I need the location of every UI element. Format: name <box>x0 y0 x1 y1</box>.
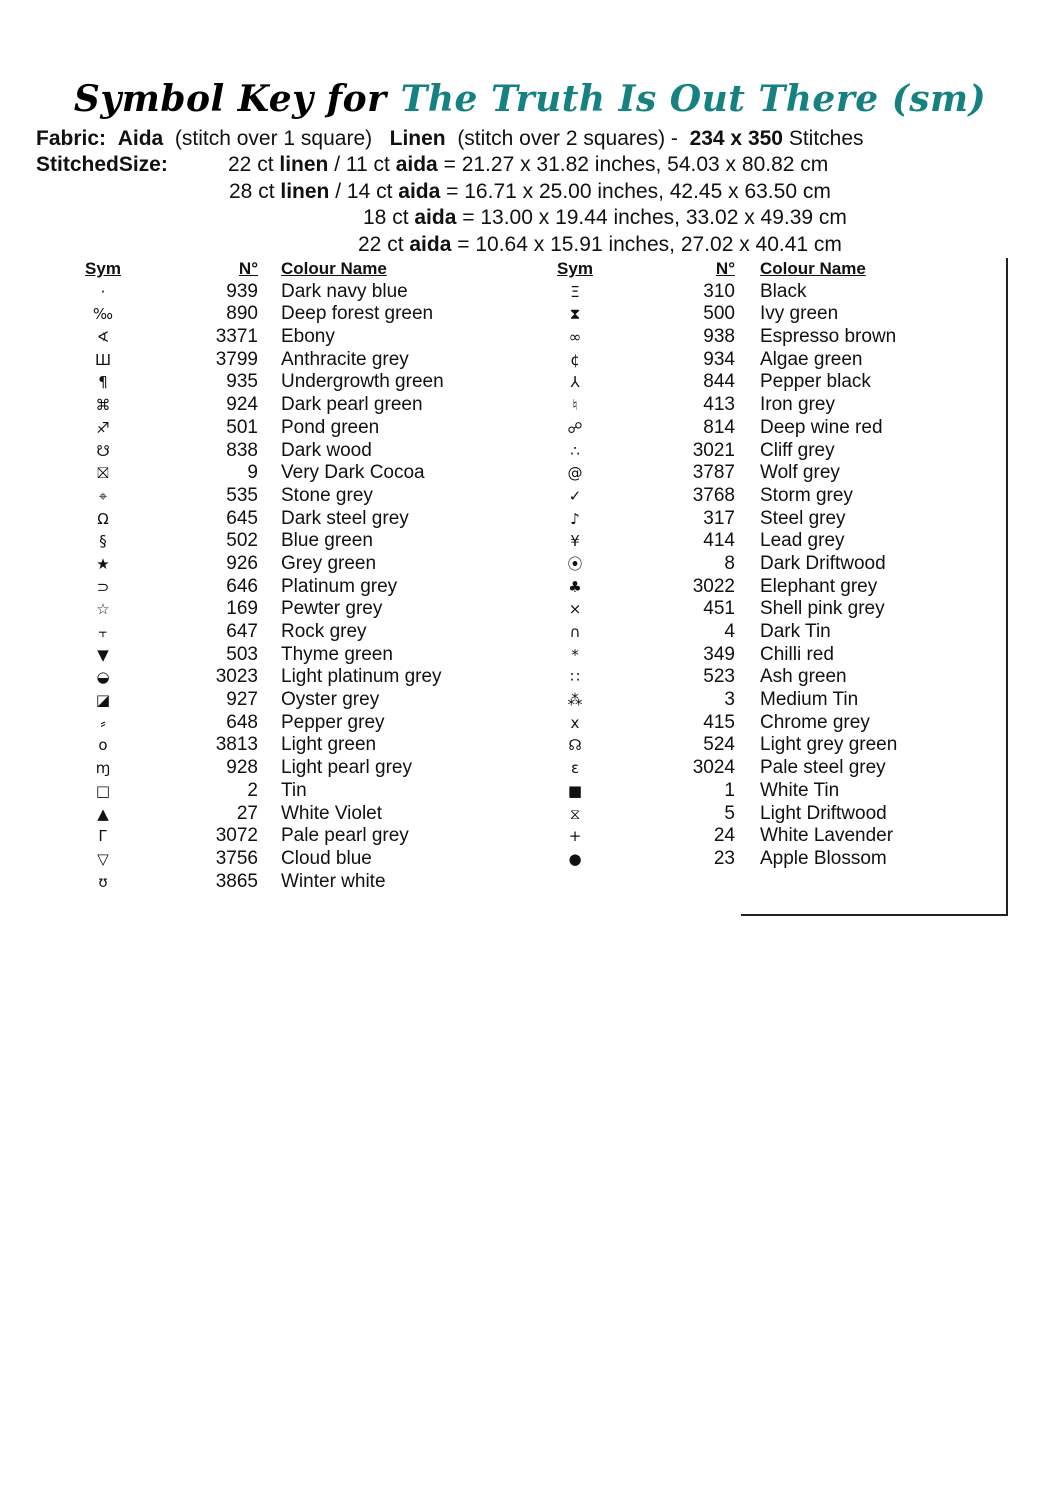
symbol-icon: ⧖ <box>569 804 581 823</box>
colour-name: Platinum grey <box>281 575 398 597</box>
colour-name: Light Driftwood <box>760 802 887 824</box>
header-sym: Sym <box>557 259 593 278</box>
size-aida: aida <box>398 180 441 203</box>
colour-name: Thyme green <box>281 643 393 665</box>
colour-name: Light grey green <box>760 734 898 756</box>
colour-name: Light platinum grey <box>281 666 442 688</box>
size-dims: = 21.27 x 31.82 inches, 54.03 x 80.82 cm <box>443 153 829 176</box>
colour-name: Dark Tin <box>760 621 831 642</box>
fabric-label: Fabric: <box>36 127 107 150</box>
stitch-count: 234 x 350 <box>689 127 783 150</box>
colour-name: Medium Tin <box>760 689 859 711</box>
floss-number: 838 <box>226 439 258 461</box>
colour-name: Chrome grey <box>760 711 870 733</box>
floss-number: 3072 <box>215 825 258 847</box>
symbol-icon: · <box>100 282 106 301</box>
header-name: Colour Name <box>281 259 387 278</box>
symbol-icon: ♮ <box>572 396 578 415</box>
floss-number: 8 <box>724 552 735 574</box>
symbol-icon: ⌘ <box>95 396 111 415</box>
floss-number: 24 <box>713 825 735 847</box>
colour-name: Pale steel grey <box>760 757 886 779</box>
symbol-icon: ∷ <box>570 668 580 687</box>
colour-name: Dark Driftwood <box>760 552 886 574</box>
floss-number: 926 <box>226 552 258 574</box>
floss-number: 924 <box>226 394 258 416</box>
colour-name: Cloud blue <box>281 847 372 869</box>
colour-name: Pepper black <box>760 371 871 393</box>
floss-number: 3024 <box>692 757 735 779</box>
floss-number: 3023 <box>215 666 258 688</box>
symbol-icon: ⁂ <box>567 691 583 710</box>
colour-name: Light pearl grey <box>281 757 412 779</box>
colour-name: Dark navy blue <box>281 280 408 302</box>
colour-name: Deep forest green <box>281 303 434 325</box>
symbol-icon: § <box>99 532 107 551</box>
floss-number: 502 <box>226 530 258 552</box>
colour-name: Pond green <box>281 416 380 438</box>
stitched-size-line-4 <box>358 232 842 258</box>
symbol-icon: o <box>98 736 108 755</box>
colour-name: Black <box>760 280 807 302</box>
header-num: N° <box>715 259 735 278</box>
symbol-icon: ⧗ <box>569 305 581 324</box>
symbol-icon: Г <box>98 827 108 846</box>
floss-number: 169 <box>226 598 258 620</box>
floss-number: 3799 <box>215 348 258 370</box>
size-pre: 22 ct <box>228 153 274 176</box>
colour-name: Espresso brown <box>760 326 897 348</box>
title-prefix: Symbol Key for <box>73 78 387 120</box>
floss-number: 413 <box>703 394 735 416</box>
colour-name: Stone grey <box>281 484 373 506</box>
colour-name: Dark steel grey <box>281 507 409 529</box>
symbol-icon: Ш <box>94 350 112 369</box>
size-pre: 22 ct <box>358 233 404 256</box>
floss-number: 503 <box>226 643 258 665</box>
colour-name: Pepper grey <box>281 711 385 733</box>
fabric-line <box>36 126 864 152</box>
symbol-icon: ▼ <box>97 645 109 664</box>
floss-number: 23 <box>713 847 735 869</box>
symbol-icon: ▲ <box>97 804 109 823</box>
colour-name: White Lavender <box>760 825 894 847</box>
colour-name: Undergrowth green <box>281 371 444 393</box>
colour-name: Very Dark Cocoa <box>281 462 425 484</box>
symbol-icon: ☋ <box>96 441 110 460</box>
floss-number: 3813 <box>215 734 258 756</box>
floss-number: 3371 <box>215 326 258 348</box>
symbol-icon: Ω <box>97 509 109 528</box>
symbol-icon: ¶ <box>98 373 108 392</box>
symbol-icon: ▽ <box>97 849 109 868</box>
floss-number: 927 <box>226 689 258 711</box>
colour-name: Blue green <box>281 530 373 552</box>
colour-name: Iron grey <box>760 394 835 416</box>
symbol-icon: ∢ <box>96 328 110 347</box>
symbol-icon: + <box>568 827 582 846</box>
symbol-icon: ♪ <box>570 509 580 528</box>
table-border-bottom <box>741 914 1008 916</box>
symbol-icon: ♣ <box>568 577 582 596</box>
symbol-icon: ⌖ <box>98 486 108 505</box>
header-sym: Sym <box>85 259 121 278</box>
colour-name: Deep wine red <box>760 416 883 438</box>
fabric-linen: Linen <box>389 127 446 150</box>
symbol-icon: ¥ <box>570 532 580 551</box>
floss-number: 814 <box>703 416 735 438</box>
colour-name: Tin <box>281 779 307 801</box>
stitched-size-line-3 <box>363 205 847 231</box>
size-pre: 18 ct <box>363 206 409 229</box>
floss-number: 1 <box>724 779 735 801</box>
colour-name: Cliff grey <box>760 439 835 461</box>
size-pre: 28 ct <box>229 180 275 203</box>
floss-number: 415 <box>703 711 735 733</box>
fabric-linen-note: (stitch over 2 squares) - <box>457 127 678 150</box>
floss-number: 647 <box>226 621 258 642</box>
symbol-icon: ☊ <box>568 736 582 755</box>
size-linen: linen <box>280 180 330 203</box>
floss-number: 938 <box>703 326 735 348</box>
colour-name: Wolf grey <box>760 462 840 484</box>
symbol-icon: ☍ <box>567 418 583 437</box>
symbol-icon: ɱ <box>95 759 111 778</box>
colour-name: Rock grey <box>281 621 367 642</box>
colour-name: Oyster grey <box>281 689 380 711</box>
floss-number: 3768 <box>692 484 735 506</box>
symbol-icon: ʊ <box>98 872 108 891</box>
colour-name: Ivy green <box>760 303 839 325</box>
floss-number: 648 <box>226 711 258 733</box>
stitched-size-label: StitchedSize: <box>36 153 168 176</box>
colour-name: Elephant grey <box>760 575 878 597</box>
floss-number: 3 <box>724 689 735 711</box>
symbol-icon: ■ <box>567 781 583 800</box>
header-num: N° <box>238 259 258 278</box>
table-border-right <box>1006 258 1008 915</box>
colour-name: Light green <box>281 734 377 756</box>
size-linen: linen <box>279 153 329 176</box>
symbol-icon: ¢ <box>570 350 580 369</box>
colour-name: Apple Blossom <box>760 847 887 869</box>
floss-number: 535 <box>226 484 258 506</box>
symbol-icon: Ξ <box>570 282 580 301</box>
size-dims: = 16.71 x 25.00 inches, 42.45 x 63.50 cm <box>446 180 831 203</box>
symbol-icon: x <box>570 713 580 732</box>
floss-number: 646 <box>226 575 258 597</box>
fabric-aida-note: (stitch over 1 square) <box>174 127 373 150</box>
colour-name: Pale pearl grey <box>281 825 409 847</box>
stitch-count-label: Stitches <box>788 127 864 150</box>
size-mid: / 11 ct <box>334 153 390 176</box>
symbol-icon: ∩ <box>569 623 581 641</box>
pattern-name: The Truth Is Out There (sm) <box>400 78 987 120</box>
symbol-icon: ɛ <box>570 759 580 778</box>
floss-number: 524 <box>703 734 735 756</box>
floss-number: 5 <box>724 802 735 824</box>
colour-name: Ebony <box>281 326 335 348</box>
colour-name: Shell pink grey <box>760 598 885 620</box>
stitched-size-line-2 <box>229 179 831 205</box>
stitched-size-line-1 <box>36 152 828 178</box>
floss-number: 523 <box>703 666 735 688</box>
floss-number: 451 <box>703 598 735 620</box>
colour-name: Winter white <box>281 870 386 892</box>
floss-number: 890 <box>226 303 258 325</box>
symbol-icon: ◪ <box>95 691 111 710</box>
symbol-icon: ◒ <box>96 668 110 687</box>
colour-name: White Violet <box>281 802 383 824</box>
colour-name: Algae green <box>760 348 863 370</box>
colour-name: Pewter grey <box>281 598 383 620</box>
symbol-icon: ⫟ <box>98 623 108 641</box>
floss-number: 3756 <box>215 847 258 869</box>
floss-number: 928 <box>226 757 258 779</box>
floss-number: 9 <box>247 462 258 484</box>
colour-name: White Tin <box>760 779 840 801</box>
symbol-icon: ⊃ <box>96 577 110 596</box>
colour-name: Anthracite grey <box>281 348 409 370</box>
symbol-icon: @ <box>567 464 583 483</box>
floss-number: 501 <box>226 416 258 438</box>
colour-name: Lead grey <box>760 530 845 552</box>
floss-number: 414 <box>703 530 735 552</box>
symbol-icon: ‰ <box>92 305 114 324</box>
floss-number: 27 <box>236 802 258 824</box>
floss-number: 3865 <box>215 870 258 892</box>
floss-number: 939 <box>226 280 258 302</box>
symbol-icon: ∴ <box>570 441 580 460</box>
floss-number: 844 <box>703 371 735 393</box>
symbol-icon: ☆ <box>96 600 110 619</box>
floss-number: 645 <box>226 507 258 529</box>
page-title <box>0 78 1060 120</box>
floss-number: 3022 <box>692 575 735 597</box>
colour-name: Steel grey <box>760 507 846 529</box>
floss-number: 934 <box>703 348 735 370</box>
colour-name: Storm grey <box>760 484 853 506</box>
floss-number: 349 <box>703 643 735 665</box>
symbol-icon: ∞ <box>568 328 582 347</box>
symbol-icon: * <box>571 645 579 664</box>
floss-number: 500 <box>703 303 735 325</box>
floss-number: 2 <box>247 779 258 801</box>
colour-name: Ash green <box>760 666 847 688</box>
floss-number: 935 <box>226 371 258 393</box>
symbol-icon: ♐ <box>96 418 110 437</box>
colour-name: Grey green <box>281 552 377 574</box>
symbol-icon: ● <box>568 849 582 868</box>
size-mid: / 14 ct <box>335 180 393 203</box>
symbol-icon: ⛝ <box>97 464 109 483</box>
header-name: Colour Name <box>760 259 866 278</box>
symbol-icon: ⨯ <box>568 600 582 619</box>
size-aida: aida <box>414 206 457 229</box>
floss-number: 3021 <box>692 439 735 461</box>
floss-number: 3787 <box>692 462 735 484</box>
colour-name: Dark wood <box>281 439 372 461</box>
symbol-icon: ★ <box>96 554 110 573</box>
floss-number: 4 <box>724 621 735 642</box>
fabric-aida: Aida <box>117 127 164 150</box>
symbol-icon: ✓ <box>568 486 582 505</box>
symbol-icon: ⅄ <box>570 373 580 392</box>
colour-name: Chilli red <box>760 643 834 665</box>
size-dims: = 10.64 x 15.91 inches, 27.02 x 40.41 cm <box>457 233 842 256</box>
size-dims: = 13.00 x 19.44 inches, 33.02 x 49.39 cm <box>462 206 847 229</box>
floss-number: 317 <box>703 507 735 529</box>
size-aida: aida <box>395 153 438 176</box>
symbol-icon: □ <box>95 781 111 800</box>
symbol-icon: ⸗ <box>100 713 106 732</box>
size-aida: aida <box>409 233 452 256</box>
symbol-icon: ⦿ <box>567 554 583 573</box>
floss-number: 310 <box>703 280 735 302</box>
colour-name: Dark pearl green <box>281 394 423 416</box>
